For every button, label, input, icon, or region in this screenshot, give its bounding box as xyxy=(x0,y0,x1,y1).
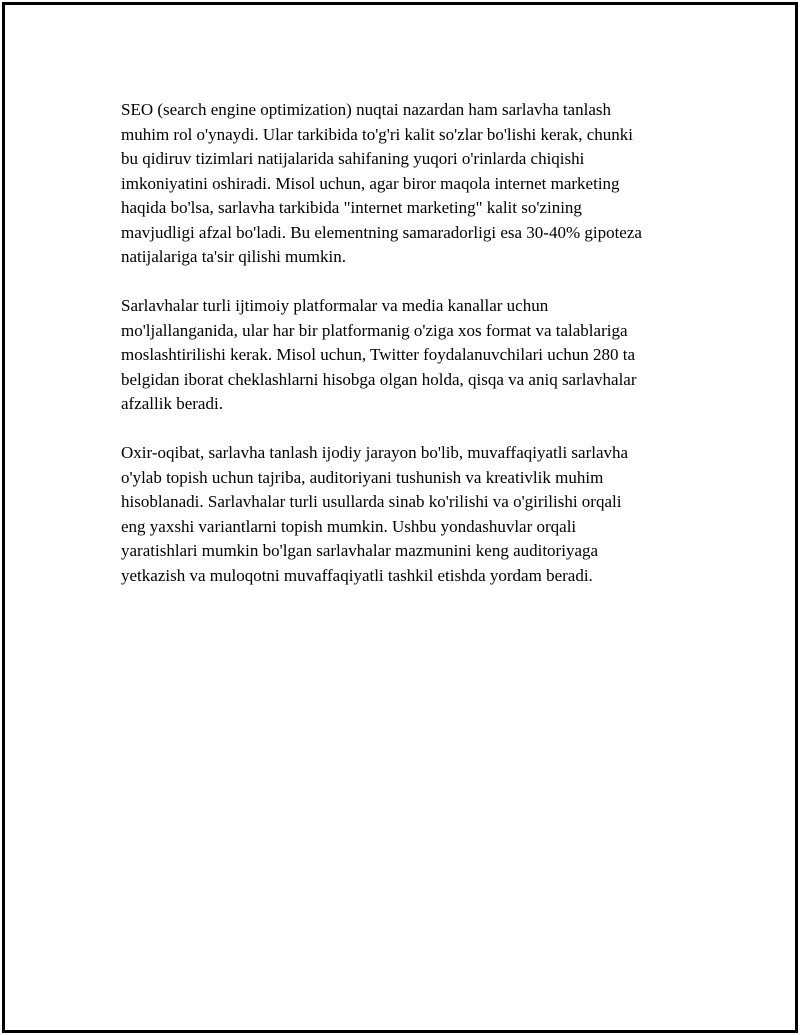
text-line: Sarlavhalar turli ijtimoiy platformalar va media kanallar uchun xyxy=(121,296,549,315)
text-line: yaratishlari mumkin bo'lgan sarlavhalar mazmunini keng auditoriyaga xyxy=(121,541,599,560)
document-body xyxy=(121,98,691,613)
paragraph-social-platforms xyxy=(121,294,691,417)
text-line: afzallik beradi. xyxy=(121,394,223,413)
text-line: SEO (search engine optimization) nuqtai nazardan ham sarlavha tanlash xyxy=(121,100,611,119)
text-line: eng yaxshi variantlarni topish mumkin. Ushbu yondashuvlar orqali xyxy=(121,516,577,536)
text-line: haqida bo'lsa, sarlavha tarkibida "internet marketing" kalit so'zining xyxy=(121,198,582,217)
text-line: moslashtirilishi kerak. Misol uchun, Twitter foydalanuvchilari uchun 280 ta xyxy=(121,345,636,364)
text-line: yetkazish va muloqotni muvaffaqiyatli tashkil etishda yordam beradi. xyxy=(121,565,593,585)
paragraph-conclusion xyxy=(121,441,691,588)
paragraph-seo xyxy=(121,98,691,270)
text-line: imkoniyatini oshiradi. Misol uchun, agar biror maqola internet marketing xyxy=(121,173,620,193)
text-line: muhim rol o'ynaydi. Ular tarkibida to'g'ri kalit so'zlar bo'lishi kerak, chunki xyxy=(121,124,633,144)
text-line: natijalariga ta'sir qilishi mumkin. xyxy=(121,247,346,266)
page-frame xyxy=(2,2,798,1033)
text-line: belgidan iborat cheklashlarni hisobga olgan holda, qisqa va aniq sarlavhalar xyxy=(121,369,637,389)
text-line: Oxir-oqibat, sarlavha tanlash ijodiy jarayon bo'lib, muvaffaqiyatli sarlavha xyxy=(121,443,629,462)
text-line: o'ylab topish uchun tajriba, auditoriyani tushunish va kreativlik muhim xyxy=(121,467,604,487)
text-line: bu qidiruv tizimlari natijalarida sahifaning yuqori o'rinlarda chiqishi xyxy=(121,149,585,168)
text-line: mo'ljallanganida, ular har bir platformanig o'ziga xos format va talablariga xyxy=(121,320,628,340)
text-line: mavjudligi afzal bo'ladi. Bu elementning samaradorligi esa 30-40% gipoteza xyxy=(121,222,642,242)
text-line: hisoblanadi. Sarlavhalar turli usullarda sinab ko'rilishi va o'girilishi orqali xyxy=(121,492,622,511)
